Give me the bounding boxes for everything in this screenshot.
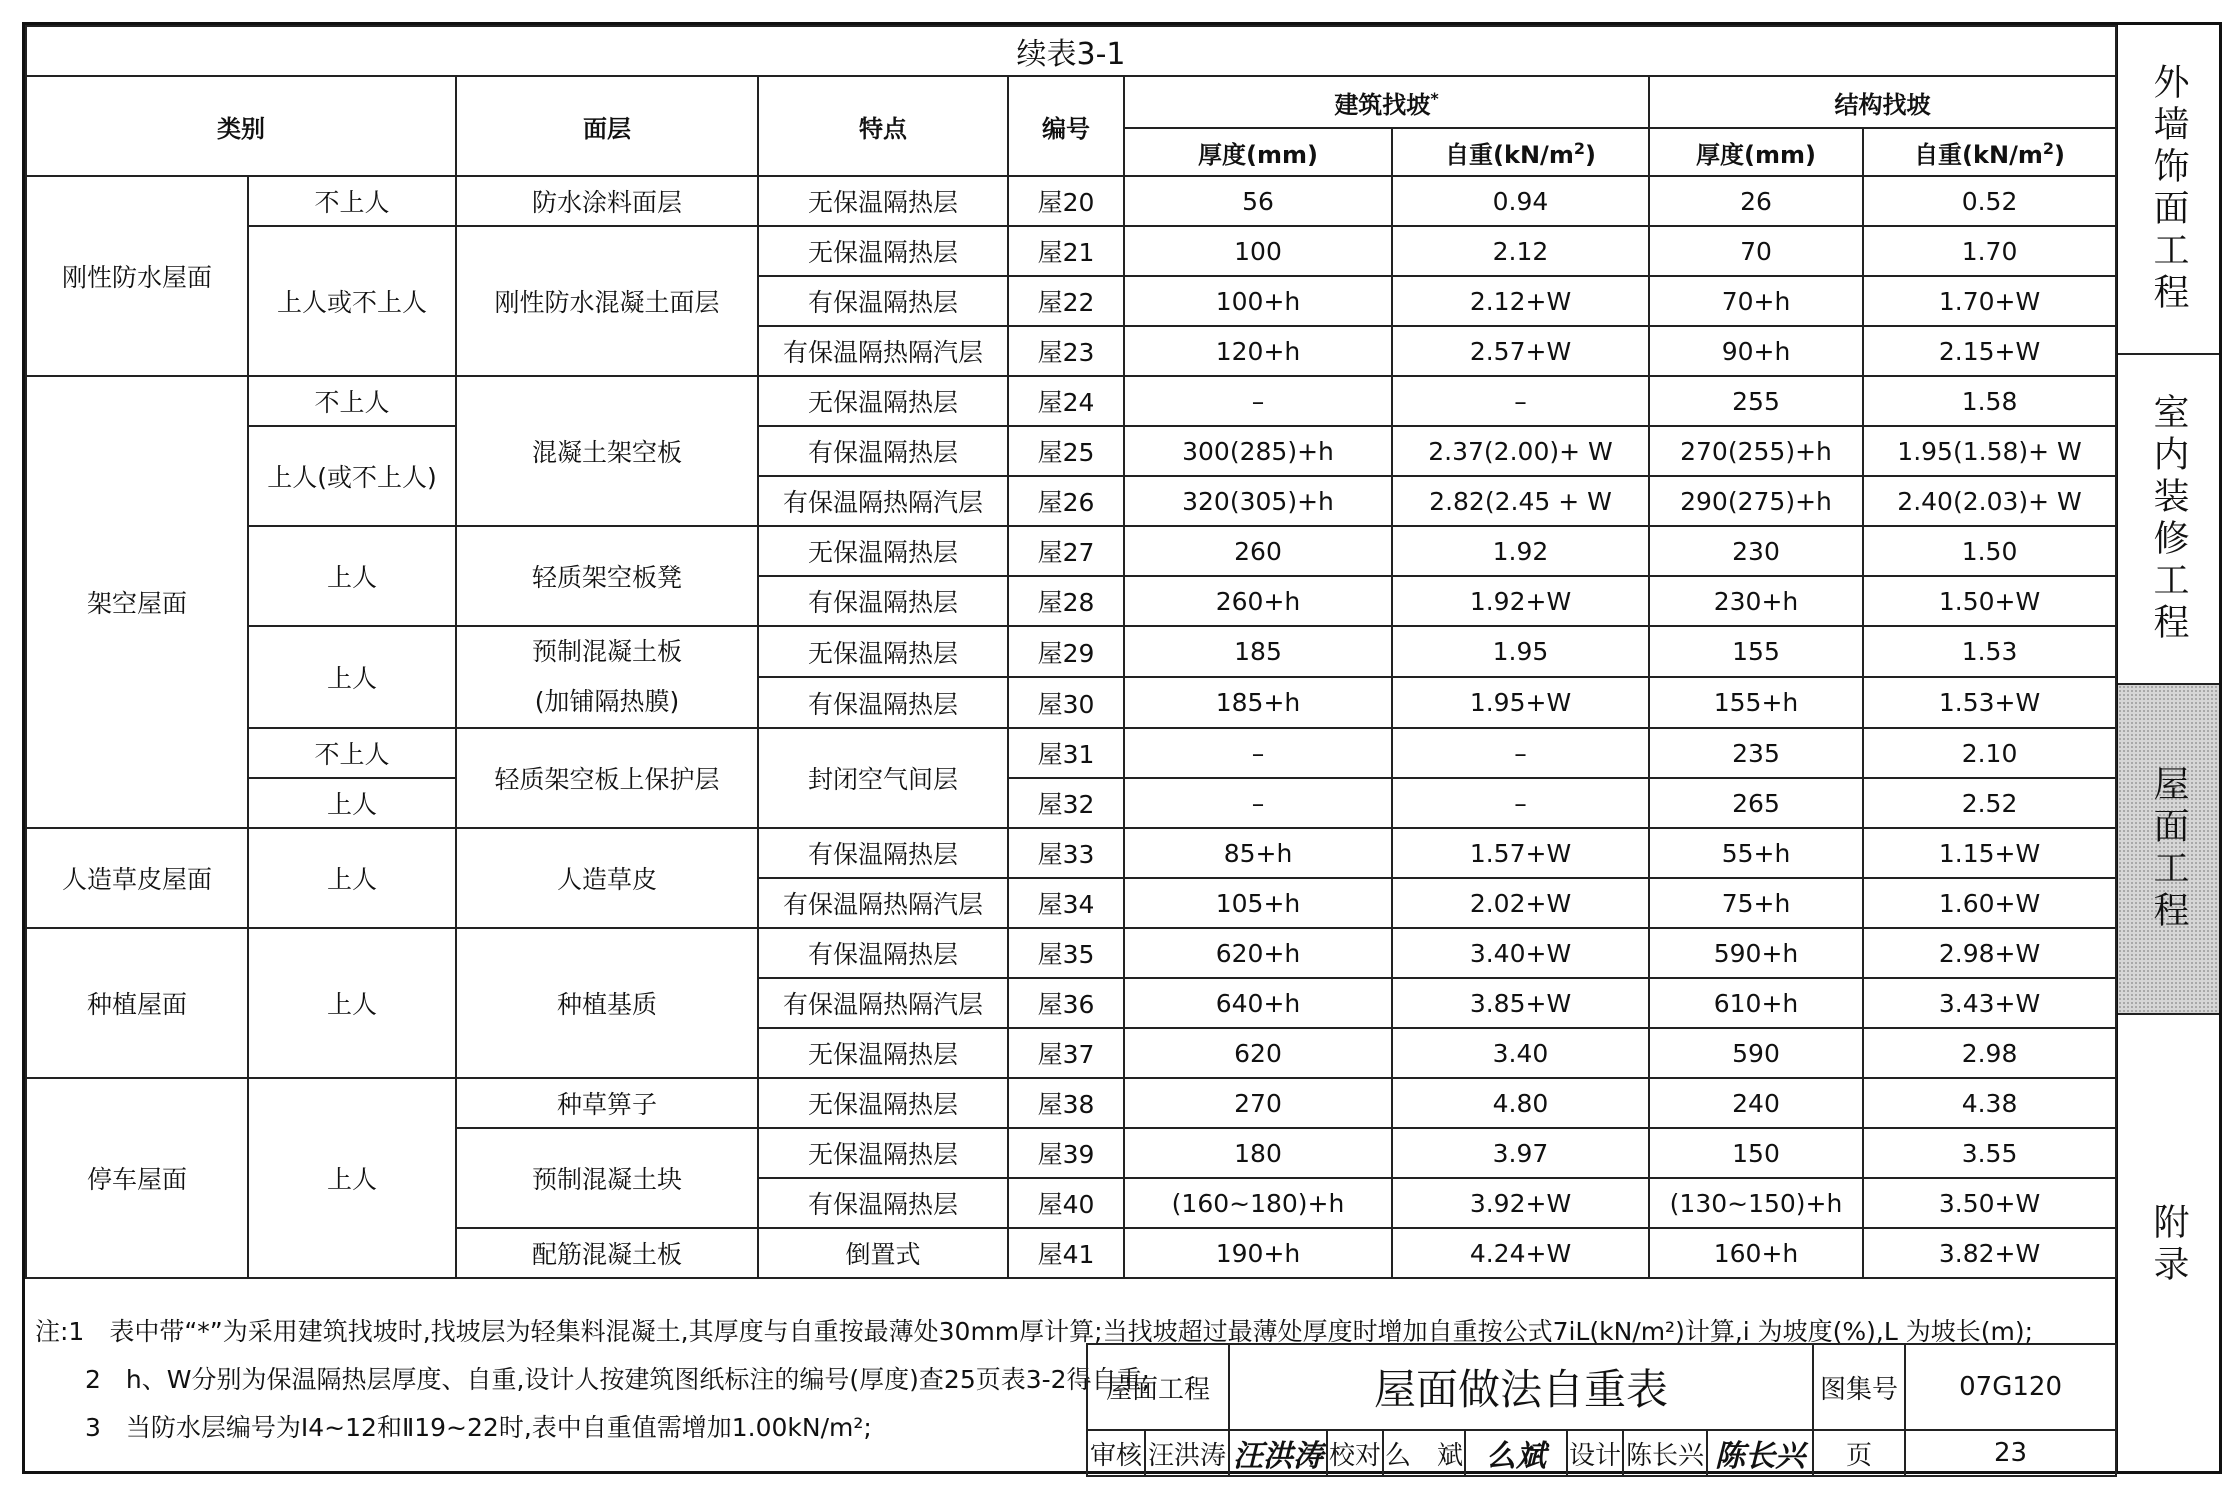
arch-weight-cell: 1.95+W — [1392, 677, 1649, 728]
struct-thickness-cell: 160+h — [1649, 1228, 1863, 1278]
arch-weight-cell: 2.12 — [1392, 226, 1649, 276]
arch-weight-cell: 3.92+W — [1392, 1178, 1649, 1228]
code-cell: 屋36 — [1008, 978, 1124, 1028]
surface-cell: 种草箅子 — [456, 1078, 758, 1128]
surface-cell: 配筋混凝土板 — [456, 1228, 758, 1278]
struct-thickness-cell: 155 — [1649, 626, 1863, 677]
struct-thickness-cell: 610+h — [1649, 978, 1863, 1028]
reviewer-name: 汪洪涛 — [1145, 1430, 1229, 1476]
table-row — [26, 728, 2116, 778]
tab-label: 室内装修工程 — [2148, 393, 2189, 645]
feature-cell: 有保温隔热层 — [758, 928, 1008, 978]
surface-line: 预制混凝土板 — [531, 637, 682, 666]
designer-name: 陈长兴 — [1623, 1430, 1707, 1476]
struct-weight-cell: 2.40(2.03)+ W — [1863, 476, 2116, 526]
surface-cell: 种植基质 — [456, 928, 758, 1078]
check-label: 校对 — [1327, 1430, 1383, 1476]
tab-label: 屋面工程 — [2148, 765, 2189, 933]
arch-weight-cell: 1.92+W — [1392, 576, 1649, 626]
code-cell: 屋41 — [1008, 1228, 1124, 1278]
code-cell: 屋30 — [1008, 677, 1124, 728]
header-feature: 特点 — [758, 76, 1008, 176]
struct-weight-cell: 3.50+W — [1863, 1178, 2116, 1228]
access-cell: 上人 — [248, 1078, 456, 1278]
code-cell: 屋23 — [1008, 326, 1124, 376]
feature-cell: 有保温隔热层 — [758, 1178, 1008, 1228]
arch-thickness-cell: 260+h — [1124, 576, 1392, 626]
struct-thickness-cell: 265 — [1649, 778, 1863, 828]
code-cell: 屋20 — [1008, 176, 1124, 226]
surface-line: (加铺隔热膜) — [534, 687, 680, 716]
arch-weight-cell: – — [1392, 376, 1649, 426]
table-caption: 续表3-1 — [26, 26, 2116, 76]
arch-weight-cell: 2.57+W — [1392, 326, 1649, 376]
arch-weight-cell: 2.12+W — [1392, 276, 1649, 326]
feature-cell: 有保温隔热层 — [758, 677, 1008, 728]
weight-unit: 自重(kN/m — [1914, 140, 2043, 169]
code-cell: 屋24 — [1008, 376, 1124, 426]
table-row — [26, 426, 2116, 476]
arch-weight-cell: 2.02+W — [1392, 878, 1649, 928]
struct-weight-cell: 1.70+W — [1863, 276, 2116, 326]
feature-cell: 有保温隔热隔汽层 — [758, 476, 1008, 526]
code-cell: 屋28 — [1008, 576, 1124, 626]
access-cell: 上人或不上人 — [248, 226, 456, 376]
surface-cell: 预制混凝土块 — [456, 1128, 758, 1228]
arch-thickness-cell: 180 — [1124, 1128, 1392, 1178]
struct-weight-cell: 1.58 — [1863, 376, 2116, 426]
design-label: 设计 — [1567, 1430, 1623, 1476]
arch-weight-cell: 0.94 — [1392, 176, 1649, 226]
designer-signature: 陈长兴 — [1707, 1430, 1813, 1476]
code-cell: 屋40 — [1008, 1178, 1124, 1228]
table-row — [26, 1078, 2116, 1128]
header-arch-weight — [1392, 128, 1649, 176]
tab-label: 外墙饰面工程 — [2148, 63, 2189, 315]
title-block-section: 屋面工程 — [1087, 1344, 1229, 1430]
struct-weight-cell: 2.98+W — [1863, 928, 2116, 978]
feature-cell: 无保温隔热层 — [758, 376, 1008, 426]
feature-cell: 有保温隔热隔汽层 — [758, 878, 1008, 928]
header-code: 编号 — [1008, 76, 1124, 176]
table-row — [26, 928, 2116, 978]
arch-thickness-cell: 260 — [1124, 526, 1392, 576]
table-row — [26, 376, 2116, 426]
feature-cell: 无保温隔热层 — [758, 526, 1008, 576]
access-cell: 不上人 — [248, 728, 456, 778]
atlas-number: 07G120 — [1905, 1344, 2116, 1430]
tab-appendix[interactable] — [2118, 1015, 2219, 1475]
arch-thickness-cell: 640+h — [1124, 978, 1392, 1028]
table-row — [26, 778, 2116, 828]
header-arch-slope-label: 建筑找坡 — [1334, 90, 1431, 119]
struct-weight-cell: 2.52 — [1863, 778, 2116, 828]
header-surface: 面层 — [456, 76, 758, 176]
struct-thickness-cell: 240 — [1649, 1078, 1863, 1128]
checker-signature: 么斌 — [1465, 1430, 1567, 1476]
struct-weight-cell: 3.43+W — [1863, 978, 2116, 1028]
header-struct-slope: 结构找坡 — [1649, 76, 2116, 128]
surface-cell: 人造草皮 — [456, 828, 758, 928]
arch-weight-cell: 4.80 — [1392, 1078, 1649, 1128]
feature-cell: 有保温隔热层 — [758, 426, 1008, 476]
tab-label: 附录 — [2148, 1203, 2189, 1287]
arch-weight-cell: 1.92 — [1392, 526, 1649, 576]
tab-exterior-wall[interactable] — [2118, 25, 2219, 355]
category-cell: 刚性防水屋面 — [26, 176, 248, 376]
feature-cell: 有保温隔热层 — [758, 828, 1008, 878]
tab-interior-decoration[interactable] — [2118, 355, 2219, 685]
header-struct-weight — [1863, 128, 2116, 176]
feature-cell: 无保温隔热层 — [758, 1028, 1008, 1078]
arch-weight-cell: 2.37(2.00)+ W — [1392, 426, 1649, 476]
page-label: 页 — [1813, 1430, 1905, 1476]
struct-thickness-cell: 55+h — [1649, 828, 1863, 878]
struct-thickness-cell: 75+h — [1649, 878, 1863, 928]
code-cell: 屋39 — [1008, 1128, 1124, 1178]
code-cell: 屋31 — [1008, 728, 1124, 778]
struct-weight-cell: 1.50+W — [1863, 576, 2116, 626]
arch-thickness-cell: 320(305)+h — [1124, 476, 1392, 526]
feature-cell: 无保温隔热层 — [758, 226, 1008, 276]
struct-weight-cell: 2.98 — [1863, 1028, 2116, 1078]
access-cell: 上人 — [248, 928, 456, 1078]
header-arch-thickness: 厚度(mm) — [1124, 128, 1392, 176]
struct-thickness-cell: 290(275)+h — [1649, 476, 1863, 526]
struct-weight-cell: 2.10 — [1863, 728, 2116, 778]
note-2: 2 h、W分别为保温隔热层厚度、自重,设计人按建筑图纸标注的编号(厚度)查25页表3-2得自重; — [35, 1365, 1150, 1394]
weight-unit-exp: 2 — [2042, 138, 2054, 158]
weight-unit-exp: 2 — [1573, 138, 1585, 158]
weight-unit: 自重(kN/m — [1445, 140, 1574, 169]
roof-weight-table — [25, 25, 2117, 1279]
struct-thickness-cell: 90+h — [1649, 326, 1863, 376]
checker-name: 么 斌 — [1383, 1430, 1465, 1476]
feature-cell: 有保温隔热隔汽层 — [758, 978, 1008, 1028]
surface-cell: 轻质架空板凳 — [456, 526, 758, 626]
arch-weight-cell: – — [1392, 778, 1649, 828]
access-cell: 不上人 — [248, 376, 456, 426]
struct-thickness-cell: 270(255)+h — [1649, 426, 1863, 476]
section-tabs — [2118, 22, 2222, 1474]
title-block — [1086, 1343, 2117, 1477]
arch-thickness-cell: 56 — [1124, 176, 1392, 226]
arch-thickness-cell: 100+h — [1124, 276, 1392, 326]
feature-cell: 无保温隔热层 — [758, 176, 1008, 226]
arch-weight-cell: 3.40+W — [1392, 928, 1649, 978]
table-row — [26, 626, 2116, 677]
access-cell: 不上人 — [248, 176, 456, 226]
struct-thickness-cell: 70+h — [1649, 276, 1863, 326]
header-struct-thickness: 厚度(mm) — [1649, 128, 1863, 176]
table-row — [26, 828, 2116, 878]
atlas-label: 图集号 — [1813, 1344, 1905, 1430]
weight-unit-close: ) — [1584, 140, 1596, 169]
tab-roof-engineering[interactable] — [2118, 685, 2219, 1015]
arch-thickness-cell: 85+h — [1124, 828, 1392, 878]
arch-weight-cell: – — [1392, 728, 1649, 778]
category-cell: 停车屋面 — [26, 1078, 248, 1278]
arch-weight-cell: 3.40 — [1392, 1028, 1649, 1078]
code-cell: 屋33 — [1008, 828, 1124, 878]
struct-thickness-cell: 70 — [1649, 226, 1863, 276]
code-cell: 屋34 — [1008, 878, 1124, 928]
surface-cell: 刚性防水混凝土面层 — [456, 226, 758, 376]
struct-thickness-cell: 590 — [1649, 1028, 1863, 1078]
code-cell: 屋29 — [1008, 626, 1124, 677]
feature-cell: 有保温隔热层 — [758, 276, 1008, 326]
arch-weight-cell: 1.95 — [1392, 626, 1649, 677]
feature-cell: 封闭空气间层 — [758, 728, 1008, 828]
struct-weight-cell: 4.38 — [1863, 1078, 2116, 1128]
arch-thickness-cell: 120+h — [1124, 326, 1392, 376]
arch-weight-cell: 3.97 — [1392, 1128, 1649, 1178]
arch-thickness-cell: 620+h — [1124, 928, 1392, 978]
struct-thickness-cell: 590+h — [1649, 928, 1863, 978]
struct-weight-cell: 3.82+W — [1863, 1228, 2116, 1278]
arch-thickness-cell: 300(285)+h — [1124, 426, 1392, 476]
code-cell: 屋38 — [1008, 1078, 1124, 1128]
drawing-sheet — [22, 22, 2118, 1474]
struct-thickness-cell: 255 — [1649, 376, 1863, 426]
struct-weight-cell: 1.50 — [1863, 526, 2116, 576]
weight-unit-close: ) — [2054, 140, 2065, 169]
struct-thickness-cell: 235 — [1649, 728, 1863, 778]
struct-weight-cell: 3.55 — [1863, 1128, 2116, 1178]
note-1: 注:1 表中带“*”为采用建筑找坡时,找坡层为轻集料混凝土,其厚度与自重按最薄处30mm厚计算;当找坡超过最薄处厚度时增加自重按公式7iL(kN/m²)计算,i 为坡度(%),L 为坡长(m); — [35, 1317, 2034, 1346]
arch-thickness-cell: 270 — [1124, 1078, 1392, 1128]
arch-weight-cell: 2.82(2.45 + W — [1392, 476, 1649, 526]
feature-cell: 倒置式 — [758, 1228, 1008, 1278]
struct-weight-cell: 0.52 — [1863, 176, 2116, 226]
arch-weight-cell: 4.24+W — [1392, 1228, 1649, 1278]
struct-thickness-cell: 230+h — [1649, 576, 1863, 626]
feature-cell: 无保温隔热层 — [758, 626, 1008, 677]
access-cell: 上人 — [248, 626, 456, 728]
table-row — [26, 176, 2116, 226]
table-row — [26, 226, 2116, 276]
access-cell: 上人 — [248, 828, 456, 928]
surface-cell — [456, 626, 758, 728]
feature-cell: 无保温隔热层 — [758, 1078, 1008, 1128]
code-cell: 屋22 — [1008, 276, 1124, 326]
code-cell: 屋26 — [1008, 476, 1124, 526]
struct-weight-cell: 1.70 — [1863, 226, 2116, 276]
struct-weight-cell: 1.15+W — [1863, 828, 2116, 878]
code-cell: 屋37 — [1008, 1028, 1124, 1078]
code-cell: 屋27 — [1008, 526, 1124, 576]
code-cell: 屋25 — [1008, 426, 1124, 476]
struct-weight-cell: 1.60+W — [1863, 878, 2116, 928]
arch-thickness-cell: 185+h — [1124, 677, 1392, 728]
header-category: 类别 — [26, 76, 456, 176]
category-cell: 人造草皮屋面 — [26, 828, 248, 928]
struct-weight-cell: 2.15+W — [1863, 326, 2116, 376]
struct-weight-cell: 1.53 — [1863, 626, 2116, 677]
struct-thickness-cell: (130~150)+h — [1649, 1178, 1863, 1228]
code-cell: 屋21 — [1008, 226, 1124, 276]
table-row — [26, 526, 2116, 576]
feature-cell: 有保温隔热层 — [758, 576, 1008, 626]
access-cell: 上人 — [248, 778, 456, 828]
struct-thickness-cell: 150 — [1649, 1128, 1863, 1178]
page-number: 23 — [1905, 1430, 2116, 1476]
struct-weight-cell: 1.95(1.58)+ W — [1863, 426, 2116, 476]
arch-thickness-cell: 100 — [1124, 226, 1392, 276]
arch-weight-cell: 3.85+W — [1392, 978, 1649, 1028]
drawing-title: 屋面做法自重表 — [1229, 1344, 1813, 1430]
header-arch-star: * — [1430, 88, 1439, 108]
arch-thickness-cell: – — [1124, 376, 1392, 426]
struct-thickness-cell: 155+h — [1649, 677, 1863, 728]
access-cell: 上人 — [248, 526, 456, 626]
feature-cell: 无保温隔热层 — [758, 1128, 1008, 1178]
access-cell: 上人(或不上人) — [248, 426, 456, 526]
surface-cell: 混凝土架空板 — [456, 376, 758, 526]
arch-thickness-cell: (160~180)+h — [1124, 1178, 1392, 1228]
arch-thickness-cell: 105+h — [1124, 878, 1392, 928]
category-cell: 种植屋面 — [26, 928, 248, 1078]
note-3: 3 当防水层编号为Ⅰ4~12和Ⅱ19~22时,表中自重值需增加1.00kN/m²; — [35, 1413, 872, 1442]
arch-thickness-cell: 185 — [1124, 626, 1392, 677]
arch-thickness-cell: – — [1124, 778, 1392, 828]
category-cell: 架空屋面 — [26, 376, 248, 828]
arch-thickness-cell: 620 — [1124, 1028, 1392, 1078]
header-arch-slope — [1124, 76, 1649, 128]
review-label: 审核 — [1087, 1430, 1145, 1476]
code-cell: 屋35 — [1008, 928, 1124, 978]
surface-cell: 防水涂料面层 — [456, 176, 758, 226]
struct-weight-cell: 1.53+W — [1863, 677, 2116, 728]
surface-cell: 轻质架空板上保护层 — [456, 728, 758, 828]
feature-cell: 有保温隔热隔汽层 — [758, 326, 1008, 376]
arch-thickness-cell: 190+h — [1124, 1228, 1392, 1278]
arch-thickness-cell: – — [1124, 728, 1392, 778]
code-cell: 屋32 — [1008, 778, 1124, 828]
arch-weight-cell: 1.57+W — [1392, 828, 1649, 878]
struct-thickness-cell: 26 — [1649, 176, 1863, 226]
reviewer-signature: 汪洪涛 — [1229, 1430, 1327, 1476]
struct-thickness-cell: 230 — [1649, 526, 1863, 576]
